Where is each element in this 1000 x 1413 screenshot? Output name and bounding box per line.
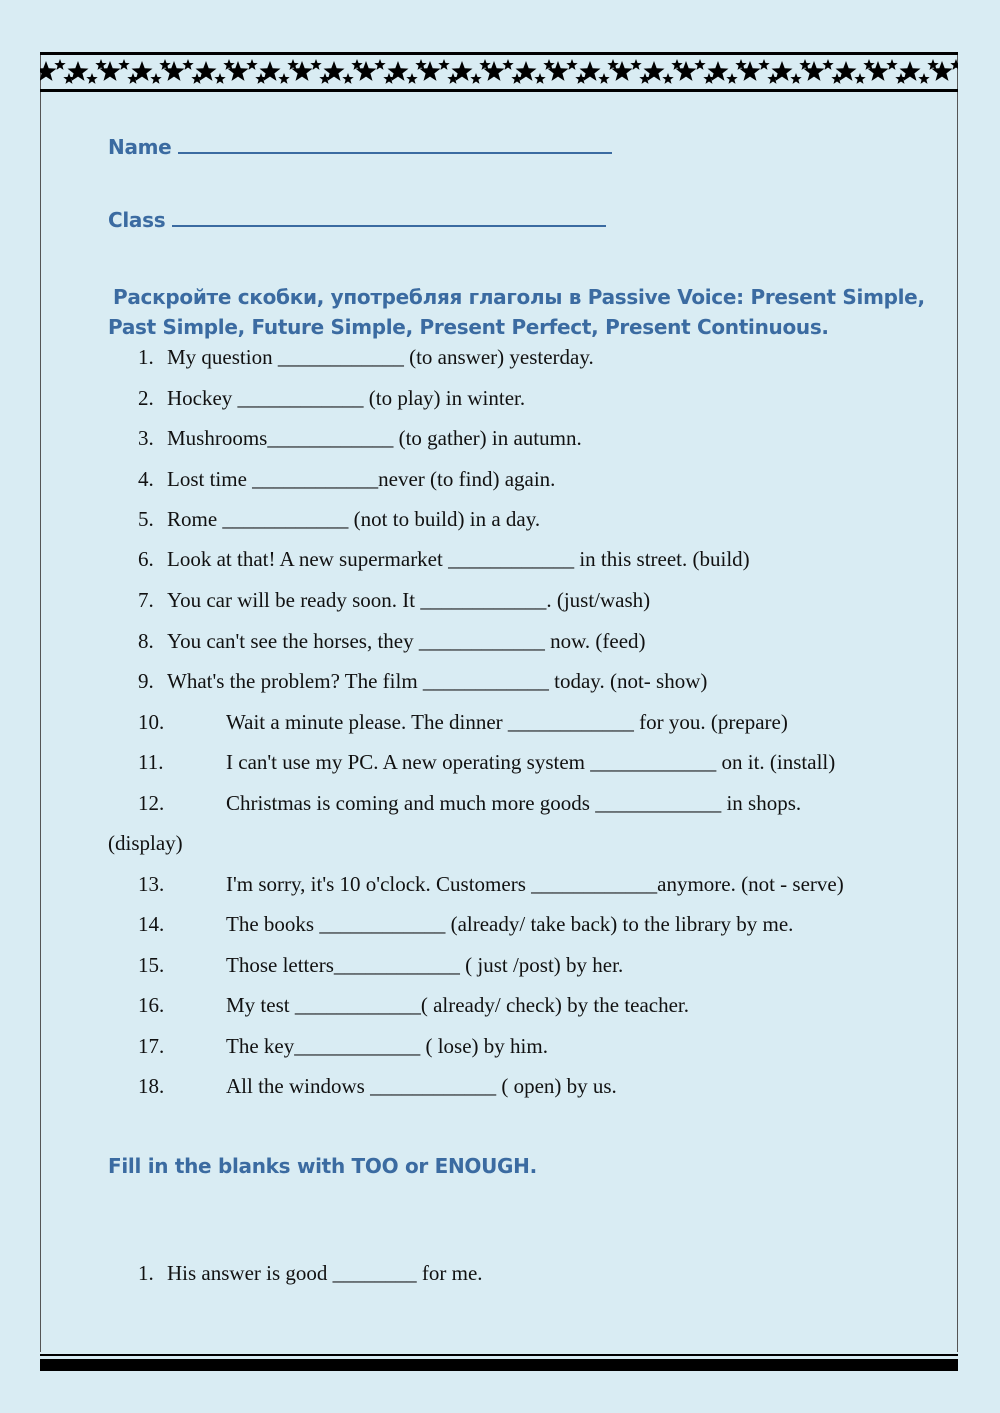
item-number: 11. (138, 750, 164, 774)
item-text: All the windows ____________ ( open) by us. (226, 1074, 617, 1098)
task1-title-line2: Past Simple, Future Simple, Present Perfect, Present Continuous. (108, 315, 829, 339)
class-label: Class (108, 208, 166, 232)
task1-title-line1: Раскройте скобки, употребляя глаголы в Passive Voice: Present Simple, (113, 285, 925, 309)
item12-continuation (108, 830, 183, 856)
item-number: 9. (138, 669, 154, 693)
item-number: 14. (138, 912, 165, 936)
item-number: 12. (138, 791, 165, 815)
item-number: 13. (138, 872, 165, 896)
bottom-rule-thick (40, 1359, 958, 1371)
item-text: Lost time ____________never (to find) again. (167, 467, 556, 491)
item-text: The key____________ ( lose) by him. (226, 1034, 548, 1058)
item-text: Christmas is coming and much more goods ____________ in shops. (226, 791, 802, 815)
item-text: Look at that! A new supermarket ____________ in this street. (build) (167, 547, 750, 571)
item-number: 18. (138, 1074, 165, 1098)
item-number: 2. (138, 386, 154, 410)
name-label: Name (108, 135, 172, 159)
item-number: 6. (138, 547, 154, 571)
item-number: 3. (138, 426, 154, 450)
item-text: Mushrooms____________ (to gather) in autumn. (167, 426, 582, 450)
class-line[interactable] (172, 211, 606, 227)
task2-title: Fill in the blanks with TOO or ENOUGH. (108, 1154, 537, 1178)
item-number: 16. (138, 993, 165, 1017)
bottom-rule (40, 1354, 958, 1356)
item-number: 15. (138, 953, 165, 977)
item-number: 1. (138, 1261, 154, 1285)
item-text: Those letters____________ ( just /post) by her. (226, 953, 624, 977)
task1-title (108, 282, 928, 342)
item-text: I'm sorry, it's 10 o'clock. Customers ____________anymore. (not - serve) (226, 872, 844, 896)
item-text: My question ____________ (to answer) yesterday. (167, 345, 594, 369)
item-text: I can't use my PC. A new operating system ____________ on it. (install) (226, 750, 836, 774)
item-text: Hockey ____________ (to play) in winter. (167, 386, 526, 410)
item-number: 10. (138, 710, 165, 734)
star-border-decoration (40, 52, 958, 92)
name-field[interactable] (108, 135, 612, 159)
item-number: 5. (138, 507, 154, 531)
item-text: (display) (108, 831, 183, 855)
item-text: You can't see the horses, they ____________ now. (feed) (167, 629, 646, 653)
item-number: 4. (138, 467, 154, 491)
item-text: Rome ____________ (not to build) in a day. (167, 507, 541, 531)
item-text: His answer is good ________ for me. (167, 1261, 483, 1285)
item-number: 8. (138, 629, 154, 653)
item-number: 7. (138, 588, 154, 612)
item-text: What's the problem? The film ____________ today. (not- show) (167, 669, 708, 693)
name-line[interactable] (178, 138, 612, 154)
item-text: You car will be ready soon. It ____________. (just/wash) (167, 588, 651, 612)
item-text: My test ____________( already/ check) by the teacher. (226, 993, 690, 1017)
item-number: 1. (138, 345, 154, 369)
item-number: 17. (138, 1034, 165, 1058)
item-text: The books ____________ (already/ take back) to the library by me. (226, 912, 794, 936)
class-field[interactable] (108, 208, 606, 232)
item-text: Wait a minute please. The dinner ____________ for you. (prepare) (226, 710, 788, 734)
